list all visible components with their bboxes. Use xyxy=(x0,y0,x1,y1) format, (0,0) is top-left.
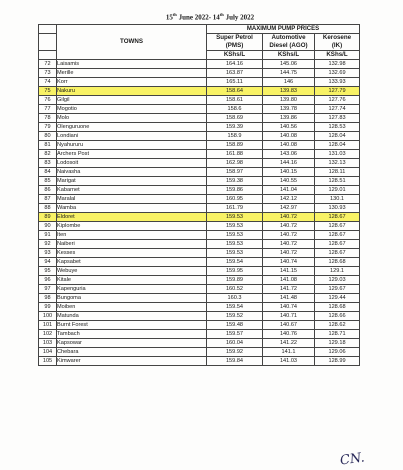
super-petrol-price: 163.87 xyxy=(207,69,263,78)
super-petrol-price: 162.98 xyxy=(207,159,263,168)
super-petrol-price: 159.95 xyxy=(207,267,263,276)
town-name: Maralal xyxy=(57,195,207,204)
town-name: Chebara xyxy=(57,348,207,357)
kerosene-price: 129.44 xyxy=(315,294,360,303)
diesel-price: 141.1 xyxy=(263,348,315,357)
table-row xyxy=(39,159,360,168)
kerosene-price: 128.53 xyxy=(315,123,360,132)
kerosene-price: 127.76 xyxy=(315,96,360,105)
diesel-label: Automotive Diesel (AGO) xyxy=(269,34,308,49)
diesel-price: 145.06 xyxy=(263,60,315,69)
table-row xyxy=(39,213,360,222)
super-petrol-price: 164.16 xyxy=(207,60,263,69)
town-name: Merille xyxy=(57,69,207,78)
table-row xyxy=(39,330,360,339)
diesel-price: 141.48 xyxy=(263,294,315,303)
row-number: 74 xyxy=(39,78,57,87)
row-number: 73 xyxy=(39,69,57,78)
table-row xyxy=(39,132,360,141)
kerosene-price: 128.04 xyxy=(315,132,360,141)
diesel-price: 139.86 xyxy=(263,114,315,123)
table-row xyxy=(39,249,360,258)
super-petrol-price: 161.79 xyxy=(207,204,263,213)
table-row xyxy=(39,258,360,267)
pricing-period-heading xyxy=(150,12,270,21)
row-number: 91 xyxy=(39,231,57,240)
town-name: Olenguruone xyxy=(57,123,207,132)
town-name: Naivasha xyxy=(57,168,207,177)
diesel-price: 140.74 xyxy=(263,258,315,267)
diesel-price: 146 xyxy=(263,78,315,87)
kerosene-price: 130.1 xyxy=(315,195,360,204)
row-number: 78 xyxy=(39,114,57,123)
row-number: 92 xyxy=(39,240,57,249)
row-number: 84 xyxy=(39,168,57,177)
table-row xyxy=(39,105,360,114)
diesel-price: 140.56 xyxy=(263,123,315,132)
diesel-price: 140.72 xyxy=(263,249,315,258)
row-number: 87 xyxy=(39,195,57,204)
super-petrol-price: 158.6 xyxy=(207,105,263,114)
town-name: Matunda xyxy=(57,312,207,321)
kerosene-price: 128.62 xyxy=(315,321,360,330)
super-petrol-price: 159.52 xyxy=(207,312,263,321)
header-blank-no xyxy=(39,25,57,34)
town-name: Kapenguria xyxy=(57,285,207,294)
super-petrol-price: 159.53 xyxy=(207,213,263,222)
table-row xyxy=(39,231,360,240)
kerosene-label: Kerosene (IK) xyxy=(322,34,352,49)
kerosene-price: 129.03 xyxy=(315,276,360,285)
kerosene-price: 127.83 xyxy=(315,114,360,123)
price-rows xyxy=(39,60,360,366)
super-petrol-price: 158.9 xyxy=(207,132,263,141)
kerosene-price: 128.68 xyxy=(315,303,360,312)
row-number: 104 xyxy=(39,348,57,357)
kerosene-price: 127.79 xyxy=(315,87,360,96)
super-petrol-label: Super Petrol (PMS) xyxy=(216,34,253,49)
table-row xyxy=(39,177,360,186)
kerosene-price: 129.06 xyxy=(315,348,360,357)
town-name: Marigat xyxy=(57,177,207,186)
super-petrol-price: 160.95 xyxy=(207,195,263,204)
diesel-price: 141.72 xyxy=(263,285,315,294)
super-petrol-price: 159.92 xyxy=(207,348,263,357)
table-row xyxy=(39,150,360,159)
town-name: Gilgil xyxy=(57,96,207,105)
table-row xyxy=(39,312,360,321)
period-start-suffix: th xyxy=(172,12,177,17)
town-name: Naiberi xyxy=(57,240,207,249)
towns-header: TOWNS xyxy=(57,25,207,60)
row-number: 93 xyxy=(39,249,57,258)
diesel-price: 139.78 xyxy=(263,105,315,114)
town-name: Nakuru xyxy=(57,87,207,96)
row-number: 88 xyxy=(39,204,57,213)
kerosene-price: 129.01 xyxy=(315,186,360,195)
table-row xyxy=(39,294,360,303)
super-petrol-price: 158.97 xyxy=(207,168,263,177)
town-name: Kabarnet xyxy=(57,186,207,195)
table-row xyxy=(39,267,360,276)
table-row xyxy=(39,348,360,357)
town-name: Eldoret xyxy=(57,213,207,222)
town-name: Mogotio xyxy=(57,105,207,114)
diesel-price: 144.16 xyxy=(263,159,315,168)
row-number: 82 xyxy=(39,150,57,159)
table-row xyxy=(39,60,360,69)
row-number: 77 xyxy=(39,105,57,114)
row-number: 86 xyxy=(39,186,57,195)
diesel-price: 139.80 xyxy=(263,96,315,105)
kerosene-price: 129.67 xyxy=(315,285,360,294)
table-row xyxy=(39,123,360,132)
town-name: Kitale xyxy=(57,276,207,285)
diesel-price: 140.72 xyxy=(263,231,315,240)
row-number: 98 xyxy=(39,294,57,303)
town-name: Kesses xyxy=(57,249,207,258)
town-name: Molo xyxy=(57,114,207,123)
table-header-group-row xyxy=(39,25,360,34)
town-name: Kiplombe xyxy=(57,222,207,231)
diesel-price: 140.15 xyxy=(263,168,315,177)
diesel-price: 140.72 xyxy=(263,222,315,231)
diesel-price: 140.67 xyxy=(263,321,315,330)
row-number: 105 xyxy=(39,357,57,366)
super-petrol-price: 165.11 xyxy=(207,78,263,87)
table-row xyxy=(39,240,360,249)
kerosene-price: 129.1 xyxy=(315,267,360,276)
period-end: July 2022 xyxy=(223,13,255,22)
diesel-price: 140.55 xyxy=(263,177,315,186)
diesel-price: 139.83 xyxy=(263,87,315,96)
super-petrol-price: 159.39 xyxy=(207,123,263,132)
kerosene-price: 128.66 xyxy=(315,312,360,321)
table-row xyxy=(39,276,360,285)
super-petrol-price: 158.69 xyxy=(207,114,263,123)
town-name: Iten xyxy=(57,231,207,240)
super-petrol-price: 159.54 xyxy=(207,258,263,267)
diesel-price: 140.71 xyxy=(263,312,315,321)
table-row xyxy=(39,141,360,150)
kerosene-price: 128.71 xyxy=(315,330,360,339)
row-number: 80 xyxy=(39,132,57,141)
row-number: 96 xyxy=(39,276,57,285)
row-number: 83 xyxy=(39,159,57,168)
row-number: 100 xyxy=(39,312,57,321)
kerosene-price: 127.74 xyxy=(315,105,360,114)
diesel-price: 140.72 xyxy=(263,213,315,222)
header-blank-no-2 xyxy=(39,34,57,51)
table-row xyxy=(39,339,360,348)
row-number: 81 xyxy=(39,141,57,150)
handwritten-initials xyxy=(339,450,365,468)
town-name: Lodosoit xyxy=(57,159,207,168)
table-row xyxy=(39,204,360,213)
row-number: 90 xyxy=(39,222,57,231)
kerosene-price: 128.67 xyxy=(315,231,360,240)
town-name: Wamba xyxy=(57,204,207,213)
table-row xyxy=(39,303,360,312)
diesel-header xyxy=(263,34,315,51)
row-number: 97 xyxy=(39,285,57,294)
table-row xyxy=(39,222,360,231)
kerosene-price: 132.69 xyxy=(315,69,360,78)
super-petrol-price: 160.04 xyxy=(207,339,263,348)
row-number: 76 xyxy=(39,96,57,105)
row-number: 103 xyxy=(39,339,57,348)
town-name: Nyahururu xyxy=(57,141,207,150)
super-petrol-price: 159.48 xyxy=(207,321,263,330)
super-petrol-price: 159.86 xyxy=(207,186,263,195)
town-name: Moiben xyxy=(57,303,207,312)
super-petrol-price: 159.54 xyxy=(207,303,263,312)
row-number: 79 xyxy=(39,123,57,132)
town-name: Kapsabet xyxy=(57,258,207,267)
table-row xyxy=(39,186,360,195)
kerosene-header xyxy=(315,34,360,51)
kerosene-price: 128.67 xyxy=(315,249,360,258)
diesel-unit: KShs/L xyxy=(263,51,315,60)
row-number: 102 xyxy=(39,330,57,339)
super-petrol-price: 158.61 xyxy=(207,96,263,105)
kerosene-price: 130.93 xyxy=(315,204,360,213)
row-number: 89 xyxy=(39,213,57,222)
kerosene-price: 133.93 xyxy=(315,78,360,87)
diesel-price: 144.75 xyxy=(263,69,315,78)
kerosene-price: 128.51 xyxy=(315,177,360,186)
diesel-price: 141.04 xyxy=(263,186,315,195)
kerosene-price: 132.13 xyxy=(315,159,360,168)
row-number: 75 xyxy=(39,87,57,96)
diesel-price: 143.06 xyxy=(263,150,315,159)
diesel-price: 140.08 xyxy=(263,132,315,141)
super-petrol-price: 159.53 xyxy=(207,231,263,240)
header-blank-no-3 xyxy=(39,51,57,60)
super-petrol-price: 159.84 xyxy=(207,357,263,366)
table-row xyxy=(39,285,360,294)
diesel-price: 141.22 xyxy=(263,339,315,348)
pump-prices-table xyxy=(38,24,360,366)
town-name: Tambach xyxy=(57,330,207,339)
kerosene-price: 128.67 xyxy=(315,213,360,222)
table-row xyxy=(39,195,360,204)
town-name: Kimwarer xyxy=(57,357,207,366)
super-petrol-header xyxy=(207,34,263,51)
diesel-price: 141.15 xyxy=(263,267,315,276)
kerosene-price: 128.04 xyxy=(315,141,360,150)
kerosene-price: 129.18 xyxy=(315,339,360,348)
kerosene-price: 128.67 xyxy=(315,240,360,249)
diesel-price: 140.76 xyxy=(263,330,315,339)
kerosene-price: 128.68 xyxy=(315,258,360,267)
super-petrol-price: 158.64 xyxy=(207,87,263,96)
kerosene-price: 128.67 xyxy=(315,222,360,231)
diesel-price: 140.74 xyxy=(263,303,315,312)
row-number: 72 xyxy=(39,60,57,69)
kerosene-price: 131.03 xyxy=(315,150,360,159)
kerosene-price: 128.99 xyxy=(315,357,360,366)
super-petrol-price: 159.38 xyxy=(207,177,263,186)
table-row xyxy=(39,96,360,105)
table-row xyxy=(39,78,360,87)
max-pump-prices-header: MAXIMUM PUMP PRICES xyxy=(207,25,360,34)
row-number: 85 xyxy=(39,177,57,186)
town-name: Kapsowar xyxy=(57,339,207,348)
row-number: 101 xyxy=(39,321,57,330)
super-petrol-price: 160.52 xyxy=(207,285,263,294)
town-name: Archers Post xyxy=(57,150,207,159)
diesel-price: 142.12 xyxy=(263,195,315,204)
table-row xyxy=(39,114,360,123)
town-name: Bungoma xyxy=(57,294,207,303)
diesel-price: 140.72 xyxy=(263,240,315,249)
period-end-suffix: th xyxy=(219,12,224,17)
table-row xyxy=(39,87,360,96)
diesel-price: 140.08 xyxy=(263,141,315,150)
super-petrol-price: 159.53 xyxy=(207,240,263,249)
super-petrol-price: 159.53 xyxy=(207,249,263,258)
row-number: 94 xyxy=(39,258,57,267)
period-middle: June 2022- 14 xyxy=(176,13,220,22)
table-row xyxy=(39,357,360,366)
super-petrol-price: 159.89 xyxy=(207,276,263,285)
town-name: Korr xyxy=(57,78,207,87)
super-petrol-price: 160.3 xyxy=(207,294,263,303)
super-petrol-unit: KShs/L xyxy=(207,51,263,60)
signature-text: CN. xyxy=(339,450,366,469)
town-name: Webuye xyxy=(57,267,207,276)
super-petrol-price: 161.88 xyxy=(207,150,263,159)
diesel-price: 141.03 xyxy=(263,357,315,366)
row-number: 95 xyxy=(39,267,57,276)
kerosene-unit: KShs/L xyxy=(315,51,360,60)
table-row xyxy=(39,321,360,330)
kerosene-price: 128.11 xyxy=(315,168,360,177)
row-number: 99 xyxy=(39,303,57,312)
diesel-price: 141.08 xyxy=(263,276,315,285)
town-name: Londiani xyxy=(57,132,207,141)
super-petrol-price: 158.89 xyxy=(207,141,263,150)
super-petrol-price: 159.53 xyxy=(207,222,263,231)
period-start-day: 15 xyxy=(165,13,173,22)
table-row xyxy=(39,69,360,78)
town-name: Laisamis xyxy=(57,60,207,69)
kerosene-price: 132.98 xyxy=(315,60,360,69)
diesel-price: 142.97 xyxy=(263,204,315,213)
town-name: Burnt Forest xyxy=(57,321,207,330)
super-petrol-price: 159.57 xyxy=(207,330,263,339)
table-row xyxy=(39,168,360,177)
